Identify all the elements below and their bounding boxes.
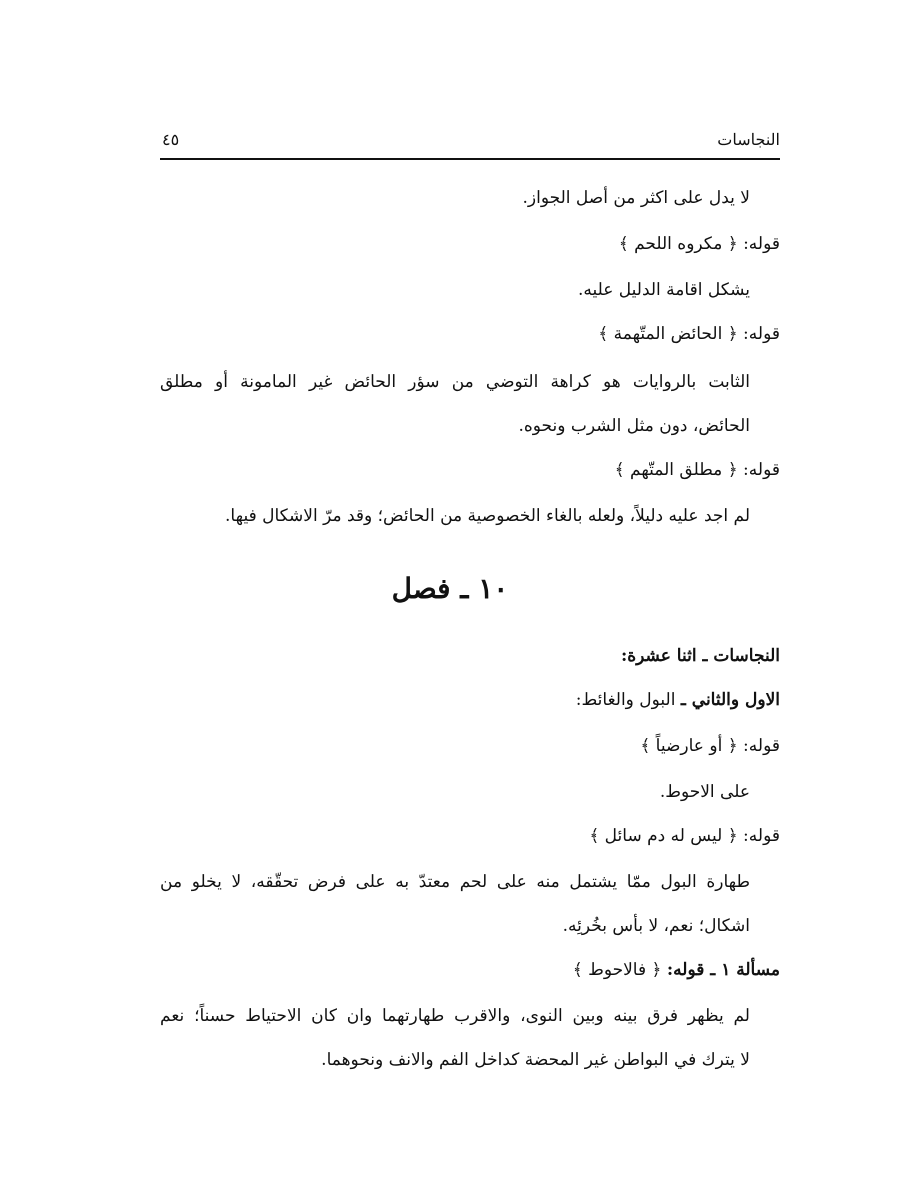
page-header — [160, 126, 780, 160]
subheading-line — [576, 688, 780, 712]
quote-line: قوله: ﴿ مطلق المتّهم ﴾ — [614, 460, 780, 480]
subheading-text: البول والغائط: — [575, 690, 681, 710]
subheading-bold: الاول والثاني ـ — [680, 690, 780, 710]
quote-line: قوله: ﴿ ليس له دم سائل ﴾ — [589, 826, 780, 846]
text-line: الحائض، دون مثل الشرب ونحوه. — [518, 416, 750, 436]
quote-line: قوله: ﴿ الحائض المتّهمة ﴾ — [598, 324, 780, 344]
issue-label: مسألة ١ ـ قوله: — [666, 960, 780, 980]
quote-line: قوله: ﴿ مكروه اللحم ﴾ — [618, 234, 780, 254]
issue-line — [573, 958, 780, 982]
text-line: لا يدل على اكثر من أصل الجواز. — [522, 188, 750, 208]
text-line: اشكال؛ نعم، لا بأس بخُرئِه. — [562, 916, 750, 936]
text-line: الثابت بالروايات هو كراهة التوضي من سؤر الحائض غير المامونة أو مطلق — [160, 372, 750, 392]
text-line: لا يترك في البواطن غير المحضة كداخل الفم والانف ونحوهما. — [321, 1050, 750, 1070]
page-number: ٤٥ — [162, 130, 180, 149]
text-line: يشكل اقامة الدليل عليه. — [577, 280, 750, 300]
quote-line: قوله: ﴿ أو عارضياً ﴾ — [640, 736, 780, 756]
issue-quote: ﴿ فالاحوط ﴾ — [572, 960, 667, 980]
section-heading: ١٠ ـ فصل — [391, 572, 509, 605]
subheading: النجاسات ـ اثنا عشرة: — [621, 646, 780, 666]
running-head: النجاسات — [717, 130, 780, 149]
text-line: طهارة البول ممّا يشتمل منه على لحم معتدّ به على فرض تحقّقه، لا يخلو من — [160, 872, 750, 892]
text-line: لم اجد عليه دليلاً، ولعله بالغاء الخصوصية من الحائض؛ وقد مرّ الاشكال فيها. — [225, 506, 750, 526]
text-line: على الاحوط. — [659, 782, 750, 802]
text-line: لم يظهر فرق بينه وبين النوى، والاقرب طهارتهما وان كان الاحتياط حسناً؛ نعم — [160, 1006, 750, 1026]
